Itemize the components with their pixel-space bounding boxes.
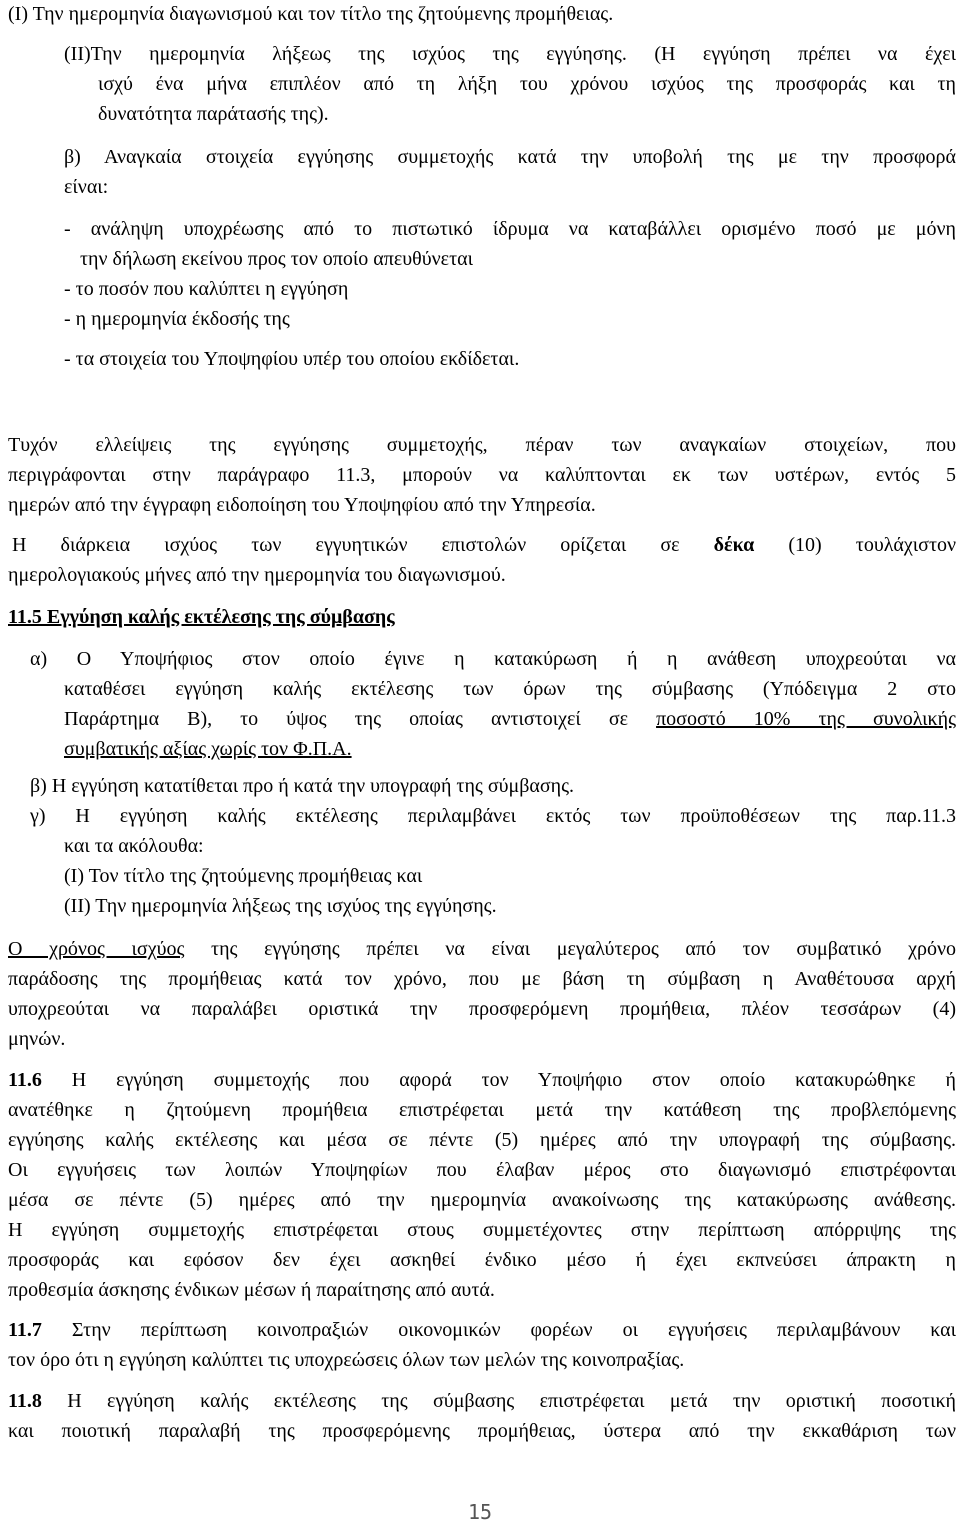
beta-line-2: είναι:: [64, 176, 109, 198]
s118-number: 11.8: [8, 1390, 42, 1412]
duration-line-2: ημερολογιακούς μήνες από την ημερομηνία του διαγωνισμού.: [8, 564, 506, 586]
s115-a3-pre: Παράρτημα Β), το ύψος της οποίας αντιστοιχεί σε: [64, 708, 629, 730]
validity-rest: της εγγύησης πρέπει να είναι μεγαλύτερος από τον συμβατικό χρόνο: [211, 938, 957, 960]
validity-line-4: μηνών.: [8, 1028, 66, 1050]
s115-c-line-1: γ) Η εγγύηση καλής εκτέλεσης περιλαμβάνει εκτός των προϋποθέσεων της παρ.11.3: [30, 805, 956, 827]
s116-line-8: προθεσμία άσκησης ένδικων μέσων ή παραίτησης από αυτά.: [8, 1279, 495, 1301]
s116-line-4: Οι εγγυήσεις των λοιπών Υποψηφίων που έλαβαν μέρος στο διαγωνισμό επιστρέφονται: [8, 1159, 956, 1181]
s115-a-line-2: καταθέσει εγγύηση καλής εκτέλεσης των όρων της σύμβασης (Υπόδειγμα 2 στο: [64, 678, 956, 700]
validity-line-1: [8, 937, 956, 961]
s116-line-1: [8, 1068, 956, 1092]
duration-bold: δέκα: [713, 534, 755, 556]
s117-line-2: τον όρο ότι η εγγύηση καλύπτει τις υποχρεώσεις όλων των μελών της κοινοπραξίας.: [8, 1349, 685, 1371]
validity-line-3: υποχρεούται να παραλάβει οριστικά την προσφερόμενη προμήθεια, πλέον τεσσάρων (4): [8, 998, 956, 1020]
s115-c-line-3: (Ι) Τον τίτλο της ζητούμενης προμήθειας και: [64, 865, 423, 887]
s116-line-3: εγγύησης καλής εκτέλεσης και μέσα σε πέντε (5) ημέρες από την υπογραφή της σύμβασης.: [8, 1129, 956, 1151]
s115-c-line-4: (ΙΙ) Την ημερομηνία λήξεως της ισχύος της εγγύησης.: [64, 895, 497, 917]
section-11-5-heading: 11.5 Εγγύηση καλής εκτέλεσης της σύμβασης: [8, 606, 395, 628]
s116-line-2: ανατέθηκε η ζητούμενη προμήθεια επιστρέφεται μετά την κατάθεση της προβλεπόμενης: [8, 1099, 956, 1121]
beta-line-1: β) Αναγκαία στοιχεία εγγύησης συμμετοχής κατά την υποβολή της με την προσφορά: [64, 146, 956, 168]
deficiencies-line-3: ημερών από την έγγραφη ειδοποίηση του Υποψηφίου από την Υπηρεσία.: [8, 494, 596, 516]
s115-a-line-3: [64, 707, 956, 731]
item-ii-line-2: ισχύ ένα μήνα επιπλέον από τη λήξη του χρόνου ισχύος της προσφοράς και τη: [98, 73, 956, 95]
s118-line-1: [8, 1389, 956, 1413]
s116-line-7: προσφοράς και εφόσον δεν έχει ασκηθεί ένδικο μέσο ή έχει εκπνεύσει άπρακτη η: [8, 1249, 956, 1271]
deficiencies-line-2: περιγράφονται στην παράγραφο 11.3, μπορούν να καλύπτονται εκ των υστέρων, εντός 5: [8, 464, 956, 486]
s118-line-1-text: Η εγγύηση καλής εκτέλεσης της σύμβασης επιστρέφεται μετά την οριστική ποσοτική: [67, 1390, 956, 1412]
item-ii-line-3: δυνατότητα παράτασής της).: [98, 103, 329, 125]
s115-a3-underlined: ποσοστό 10% της συνολικής: [656, 708, 956, 730]
duration-line-1: [12, 533, 956, 557]
validity-underlined: Ο χρόνος ισχύος: [8, 938, 185, 960]
s118-line-2: και ποιοτική παραλαβή της προσφερόμενης προμήθειας, ύστερα από την εκκαθάριση των: [8, 1420, 956, 1442]
s117-line-1: [8, 1318, 956, 1342]
s116-line-6: Η εγγύηση συμμετοχής επιστρέφεται στους συμμετέχοντες στην περίπτωση απόρριψης της: [8, 1219, 956, 1241]
page-number: 15: [467, 1500, 493, 1524]
deficiencies-line-1: Τυχόν ελλείψεις της εγγύησης συμμετοχής, πέραν των αναγκαίων στοιχείων, που: [8, 434, 956, 456]
s117-line-1-text: Στην περίπτωση κοινοπραξιών οικονομικών φορέων οι εγγυήσεις περιλαμβάνουν και: [71, 1319, 957, 1341]
s115-a-line-1: α) Ο Υποψήφιος στον οποίο έγινε η κατακύρωση ή η ανάθεση υποχρεούται να: [30, 648, 956, 670]
beta-dash-2: - το ποσόν που καλύπτει η εγγύηση: [64, 278, 349, 300]
s115-b-line: β) Η εγγύηση κατατίθεται προ ή κατά την υπογραφή της σύμβασης.: [30, 775, 575, 797]
item-i-line: (Ι) Την ημερομηνία διαγωνισμού και τον τίτλο της ζητούμενης προμήθειας.: [8, 3, 614, 25]
duration-pre: Η διάρκεια ισχύος των εγγυητικών επιστολών ορίζεται σε: [12, 534, 680, 556]
beta-dash-4: - τα στοιχεία του Υποψηφίου υπέρ του οποίου εκδίδεται.: [64, 348, 520, 370]
validity-line-2: παράδοσης της προμήθειας κατά τον χρόνο, που με βάση τη σύμβαση η Αναθέτουσα αρχή: [8, 968, 956, 990]
s115-c-line-2: και τα ακόλουθα:: [64, 835, 204, 857]
beta-dash-1a: - ανάληψη υποχρέωσης από το πιστωτικό ίδρυμα να καταβάλλει ορισμένο ποσό με μόνη: [64, 218, 956, 240]
s115-a-line-4: συμβατικής αξίας χωρίς τον Φ.Π.Α.: [64, 738, 352, 760]
duration-post: (10) τουλάχιστον: [788, 534, 957, 556]
s117-number: 11.7: [8, 1319, 42, 1341]
beta-dash-1b: την δήλωση εκείνου προς τον οποίο απευθύνεται: [80, 248, 473, 270]
s116-line-5: μέσα σε πέντε (5) ημέρες από την ημερομηνία ανακοίνωσης της κατακύρωσης ανάθεσης.: [8, 1189, 956, 1211]
s116-line-1-text: Η εγγύηση συμμετοχής που αφορά τον Υποψήφιο στον οποίο κατακυρώθηκε ή: [71, 1069, 956, 1091]
beta-dash-3: - η ημερομηνία έκδοσής της: [64, 308, 290, 330]
s116-number: 11.6: [8, 1069, 42, 1091]
item-ii-line-1: (ΙΙ)Την ημερομηνία λήξεως της ισχύος της εγγύησης. (Η εγγύηση πρέπει να έχει: [64, 43, 956, 65]
